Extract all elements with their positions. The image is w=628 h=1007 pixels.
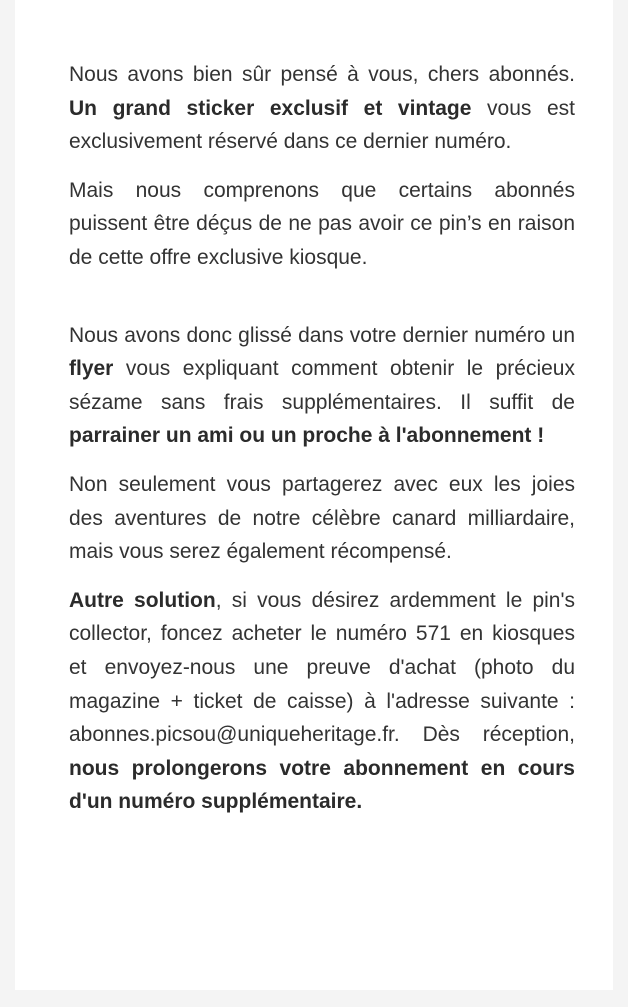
paragraph-bold-text: nous prolongerons votre abonnement en cours d'un numéro supplémentaire. [69,756,575,814]
paragraph-text: Mais nous comprenons que certains abonnés puissent être déçus de ne pas avoir ce pin’s en raison de cette offre exclusive kiosque. [69,178,575,269]
paragraph-text: Non seulement vous partagerez avec eux les joies des aventures de notre célèbre canard milliardaire, mais vous serez également récompensé. [69,472,575,564]
article-body [69,58,575,834]
paragraph-text: vous expliquant comment obtenir le précieux sézame sans frais supplémentaires. Il suffit de [69,357,575,414]
paragraph-text: Nous avons donc glissé dans votre dernier numéro un [69,323,575,347]
paragraph-other-solution [69,584,575,819]
paragraph-text: , si vous désirez ardemment le pin's collector, foncez acheter le numéro 571 en kiosques et envoyez-nous une preuve d'achat (photo du magazine + ticket de caisse) à l'adresse suivante : abonnes.picsou@uniqueheritage.fr. Dès réception, [69,588,575,747]
paragraph-text: vous est exclusivement réservé dans ce dernier numéro. [69,96,576,154]
paragraph-subscribers-sticker [69,58,575,159]
paragraph-bold-text: flyer [69,357,114,381]
paragraph-share-joys [69,468,575,569]
paragraph-text: Nous avons bien sûr pensé à vous, chers abonnés. [69,63,575,86]
paragraph-bold-text: Autre solution [69,588,216,612]
article-card [15,0,613,990]
paragraph-bold-text: parrainer un ami ou un proche à l'abonnement ! [69,424,545,448]
paragraph-disappointed-subscribers [69,174,575,275]
paragraph-flyer [69,319,575,453]
paragraph-bold-text: Un grand sticker exclusif et vintage [69,96,472,120]
